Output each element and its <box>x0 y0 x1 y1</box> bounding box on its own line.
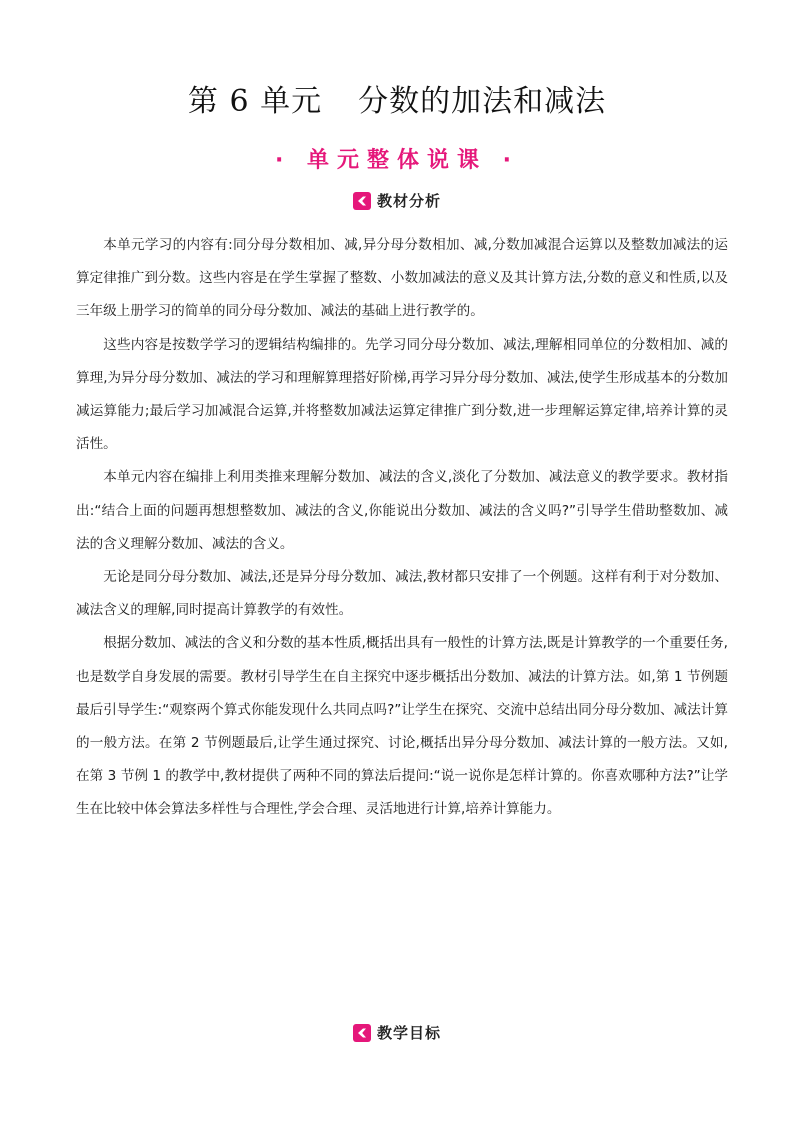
paragraph: 本单元内容在编排上利用类推来理解分数加、减法的含义,淡化了分数加、减法意义的教学要求。教材指出:“结合上面的问题再想想整数加、减法的含义,你能说出分数加、减法的含义吗?”引导学生借助整数加、减法的含义理解分数加、减法的含义。 <box>76 469 728 552</box>
paragraph: 这些内容是按数学学习的逻辑结构编排的。先学习同分母分数加、减法,理解相同单位的分数相加、减的算理,为异分母分数加、减法的学习和理解算理搭好阶梯,再学习异分母分数加、减法,使学生形成基本的分数加减运算能力;最后学习加减混合运算,并将整数加减法运算定律推广到分数,进一步理解运算定律,培养计算的灵活性。 <box>76 336 728 453</box>
page-title <box>0 76 794 120</box>
section-heading-label: 教学目标 <box>376 1024 441 1042</box>
pink-bookmark-icon <box>353 1024 371 1042</box>
section-heading-label: 教材分析 <box>376 192 441 210</box>
section-heading-objectives <box>0 1022 794 1043</box>
paragraph: 无论是同分母分数加、减法,还是异分母分数加、减法,教材都只安排了一个例题。这样有利于对分数加、减法含义的理解,同时提高计算教学的有效性。 <box>76 569 728 619</box>
section-heading-analysis <box>0 190 794 211</box>
title-topic: 分数的加法和减法 <box>358 84 607 119</box>
page-subtitle: · 单元整体说课 · <box>274 148 520 173</box>
paragraph: 根据分数加、减法的含义和分数的基本性质,概括出具有一般性的计算方法,既是计算教学的一个重要任务,也是数学自身发展的需要。教材引导学生在自主探究中逐步概括出分数加、减法的计算方法。如,第 1 节例题最后引导学生:“观察两个算式你能发现什么共同点吗?”让学生在探究、交流中总结出同分母分数加、减法计算的一般方法。在第 2 节例题最后,让学生通过探究、讨论,概括出异分母分数加、减法计算的一般方法。又如,在第 3 节例 1 的教学中,教材提供了两种不同的算法后提问:“说一说你是怎样计算的。你喜欢哪种方法?”让学生在比较中体会算法多样性与合理性,学会合理、灵活地进行计算,培养计算能力。 <box>76 635 728 818</box>
section-body-analysis <box>76 229 728 827</box>
title-unit: 第 6 单元 <box>187 84 323 119</box>
paragraph: 本单元学习的内容有:同分母分数相加、减,异分母分数相加、减,分数加减混合运算以及整数加减法的运算定律推广到分数。这些内容是在学生掌握了整数、小数加减法的意义及其计算方法,分数的意义和性质,以及三年级上册学习的简单的同分母分数加、减法的基础上进行教学的。 <box>76 237 728 320</box>
pink-bookmark-icon <box>353 192 371 210</box>
